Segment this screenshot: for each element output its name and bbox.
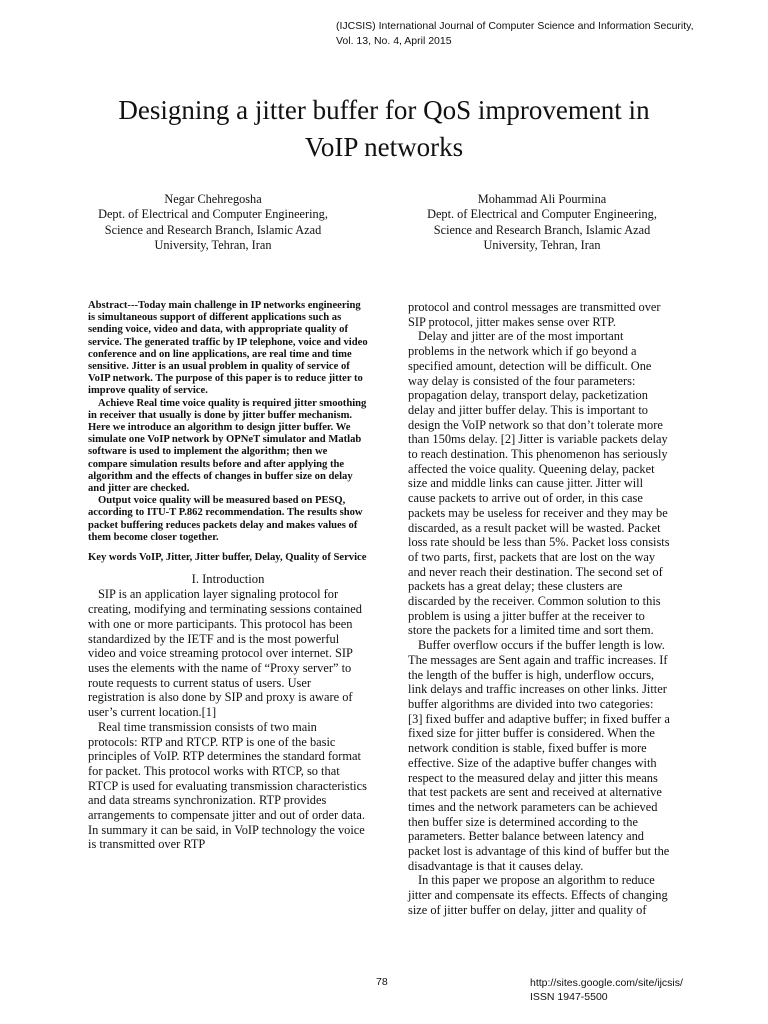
- author-affiliation-line: Science and Research Branch, Islamic Azad: [104, 222, 322, 237]
- keywords: Key words VoIP, Jitter, Jitter buffer, Delay, Quality of Service: [88, 552, 367, 564]
- issn: ISSN 1947-5500: [530, 991, 608, 1003]
- author-name: Negar Chehregosha: [164, 192, 262, 206]
- abstract-paragraph: Output voice quality will be measured based on PESQ, according to ITU-T P.862 recommendation. The results show packet buffering reduces packets delay and makes values of them become closer together.: [88, 495, 363, 543]
- abstract-paragraph: Abstract---Today main challenge in IP networks engineering is simultaneous support of different applications such as sending voice, video and data, with appropriate quality of service. The generated traffic by IP telephone, voice and video conference and on line applications, are real time and time sensitive. Jitter is an usual problem in quality of service of VoIP network. The purpose of this paper is to reduce jitter to improve quality of service.: [88, 300, 368, 397]
- journal-header: [336, 19, 746, 49]
- body-paragraph: Buffer overflow occurs if the buffer length is low. The messages are Sent again and traffic increases. If the length of the buffer is high, underflow occurs, link delays and traffic increases on other links. Jitter buffer algorithms are divided into two categories: [3] fixed buffer and adaptive buffer; in fixed buffer a fixed size for jitter buffer is considered. When the network condition is stable, fixed buffer is more effective. Size of the adaptive buffer changes with respect to the measured delay and jitter this means that test packets are sent and received at alternative times and the network parameters can be achieved then buffer size is determined according to the parameters. Better balance between latency and packet lost is advantage of this kind of buffer but the disadvantage is that it causes delay.: [408, 638, 670, 873]
- abstract-paragraph: Achieve Real time voice quality is required jitter smoothing in receiver that usually is done by jitter buffer mechanism. Here we introduce an algorithm to design jitter buffer. We simulate one VoIP network by OPNeT simulator and Matlab software is used to implement the algorithm; then we compare simulation results before and after applying the algorithm and the effects of changes in buffer size on delay and jitter are checked.: [88, 397, 367, 495]
- author-affiliation-line: University, Tehran, Iran: [483, 237, 601, 252]
- journal-header-line-1: (IJCSIS) International Journal of Computer Science and Information Security,: [336, 20, 694, 32]
- body-paragraph: Real time transmission consists of two main protocols: RTP and RTCP. RTP is one of the basic principles of VoIP. RTP determines the standard format for packet. This protocol works with RTCP, so that RTCP is used for evaluating transmission characteristics and data streams synchronization. RTP provides arrangements to compensate jitter and out of order data. In summary it can be said, in VoIP technology the voice is transmitted over RTP: [88, 719, 367, 852]
- body-paragraph: In this paper we propose an algorithm to reduce jitter and compensate its effects. Effects of changing size of jitter buffer on delay, jitter and quality of: [408, 873, 668, 917]
- footer-info: [530, 976, 683, 1004]
- page-number: 78: [376, 976, 388, 988]
- body-paragraph: Delay and jitter are of the most important problems in the network which if go beyond a specified amount, detection will be difficult. One way delay is consisted of the four parameters: propagation delay, transport delay, packetization delay and jitter buffer delay. This is important to design the VoIP network so that don’t tolerate more than 150ms delay. [2] Jitter is variable packets delay to reach destination. This phenomenon has seriously affected the voice quality. Queening delay, packet size and middle links can cause jitter. Jitter will cause packets to arrive out of order, in this case packets may be useless for receiver and they may be discarded, as a result packet will be wasted. Packet loss rate should be less than 5%. Packet loss consists of two parts, first, packets that are lost on the way and never reach their destination. The second set of packets has a great delay; these clusters are discarded by the receiver. Common solution to this problem is using a jitter buffer at the receiver to store the packets for a limited time and sort them.: [408, 329, 670, 638]
- body-paragraph: protocol and control messages are transmitted over SIP protocol, jitter makes sense over RTP.: [408, 300, 661, 329]
- author-block-1: [53, 192, 373, 253]
- paper-title-line-2: VoIP networks: [304, 132, 464, 162]
- author-affiliation-line: Dept. of Electrical and Computer Engineering,: [98, 207, 328, 222]
- author-affiliation-line: Science and Research Branch, Islamic Azad: [433, 222, 651, 237]
- journal-url: http://sites.google.com/site/ijcsis/: [530, 977, 683, 989]
- journal-header-line-2: Vol. 13, No. 4, April 2015: [336, 35, 452, 47]
- section-heading-introduction: I. Introduction: [191, 572, 265, 587]
- paper-title: [40, 92, 728, 166]
- author-name: Mohammad Ali Pourmina: [477, 192, 607, 206]
- author-block-2: [382, 192, 702, 253]
- paper-title-line-1: Designing a jitter buffer for QoS improvement in: [118, 95, 650, 125]
- body-paragraph: SIP is an application layer signaling protocol for creating, modifying and terminating sessions contained with one or more participants. This protocol has been standardized by the IETF and is the most powerful video and voice streaming protocol over internet. SIP uses the elements with the name of “Proxy server” to route requests to current status of users. User registration is also done by SIP and proxy is aware of user’s current location.[1]: [88, 587, 362, 720]
- right-column: [408, 300, 670, 918]
- left-column: [88, 300, 368, 852]
- author-affiliation-line: University, Tehran, Iran: [154, 237, 272, 252]
- author-affiliation-line: Dept. of Electrical and Computer Engineering,: [427, 207, 657, 222]
